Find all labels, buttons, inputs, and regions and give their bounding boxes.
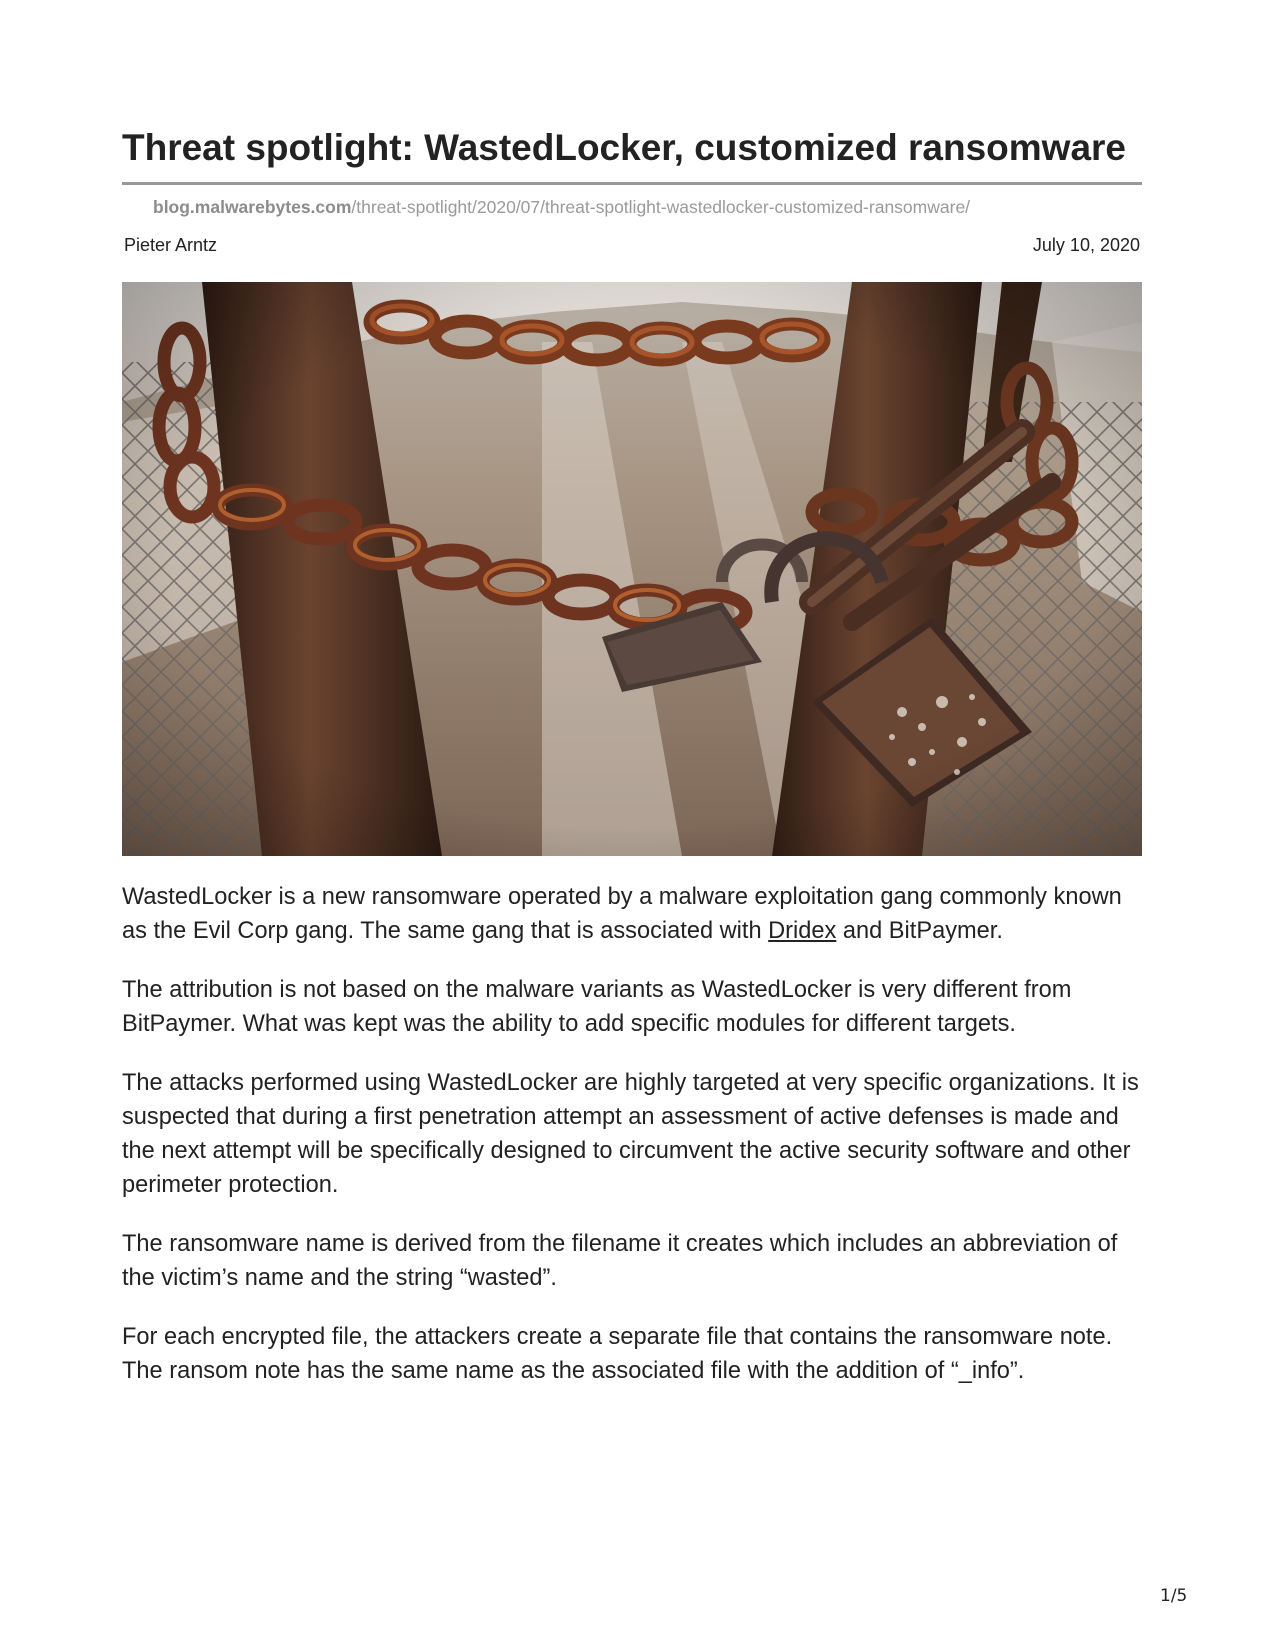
source-url[interactable] <box>153 196 970 218</box>
paragraph-1-text-start: WastedLocker is a new ransomware operated by a malware exploitation gang commonly known as the Evil Corp gang. The same gang that is associated with <box>122 884 1122 944</box>
paragraph-4: The ransomware name is derived from the filename it creates which includes an abbreviation of the victim’s name and the string “wasted”. <box>122 1231 1118 1291</box>
article-body <box>122 880 1142 1413</box>
title-divider <box>122 182 1142 185</box>
article-title: Threat spotlight: WastedLocker, customized ransomware <box>122 127 1127 168</box>
author-name: Pieter Arntz <box>124 235 218 255</box>
publish-date: July 10, 2020 <box>1032 235 1140 255</box>
url-domain[interactable]: blog.malwarebytes.com <box>153 197 352 217</box>
dridex-link[interactable]: Dridex <box>768 918 837 944</box>
paragraph-1 <box>122 880 1142 948</box>
paragraph-2: The attribution is not based on the malware variants as WastedLocker is very different from BitPaymer. What was kept was the ability to add specific modules for different targets. <box>122 977 1072 1037</box>
page-indicator: 1/5 <box>1160 1586 1188 1606</box>
paragraph-5: For each encrypted file, the attackers create a separate file that contains the ransomware note. The ransom note has the same name as the associated file with the addition of “_info”. <box>122 1324 1113 1384</box>
url-path[interactable]: /threat-spotlight/2020/07/threat-spotlight-wastedlocker-customized-ransomware/ <box>351 197 971 217</box>
hero-image-rusty-chained-gate <box>122 282 1142 856</box>
paragraph-1-text-end: and BitPaymer. <box>836 918 1003 944</box>
paragraph-3: The attacks performed using WastedLocker are highly targeted at very specific organizations. It is suspected that during a first penetration attempt an assessment of active defenses is made and the next attempt will be specifically designed to circumvent the active security software and other perimeter protection. <box>122 1070 1139 1198</box>
